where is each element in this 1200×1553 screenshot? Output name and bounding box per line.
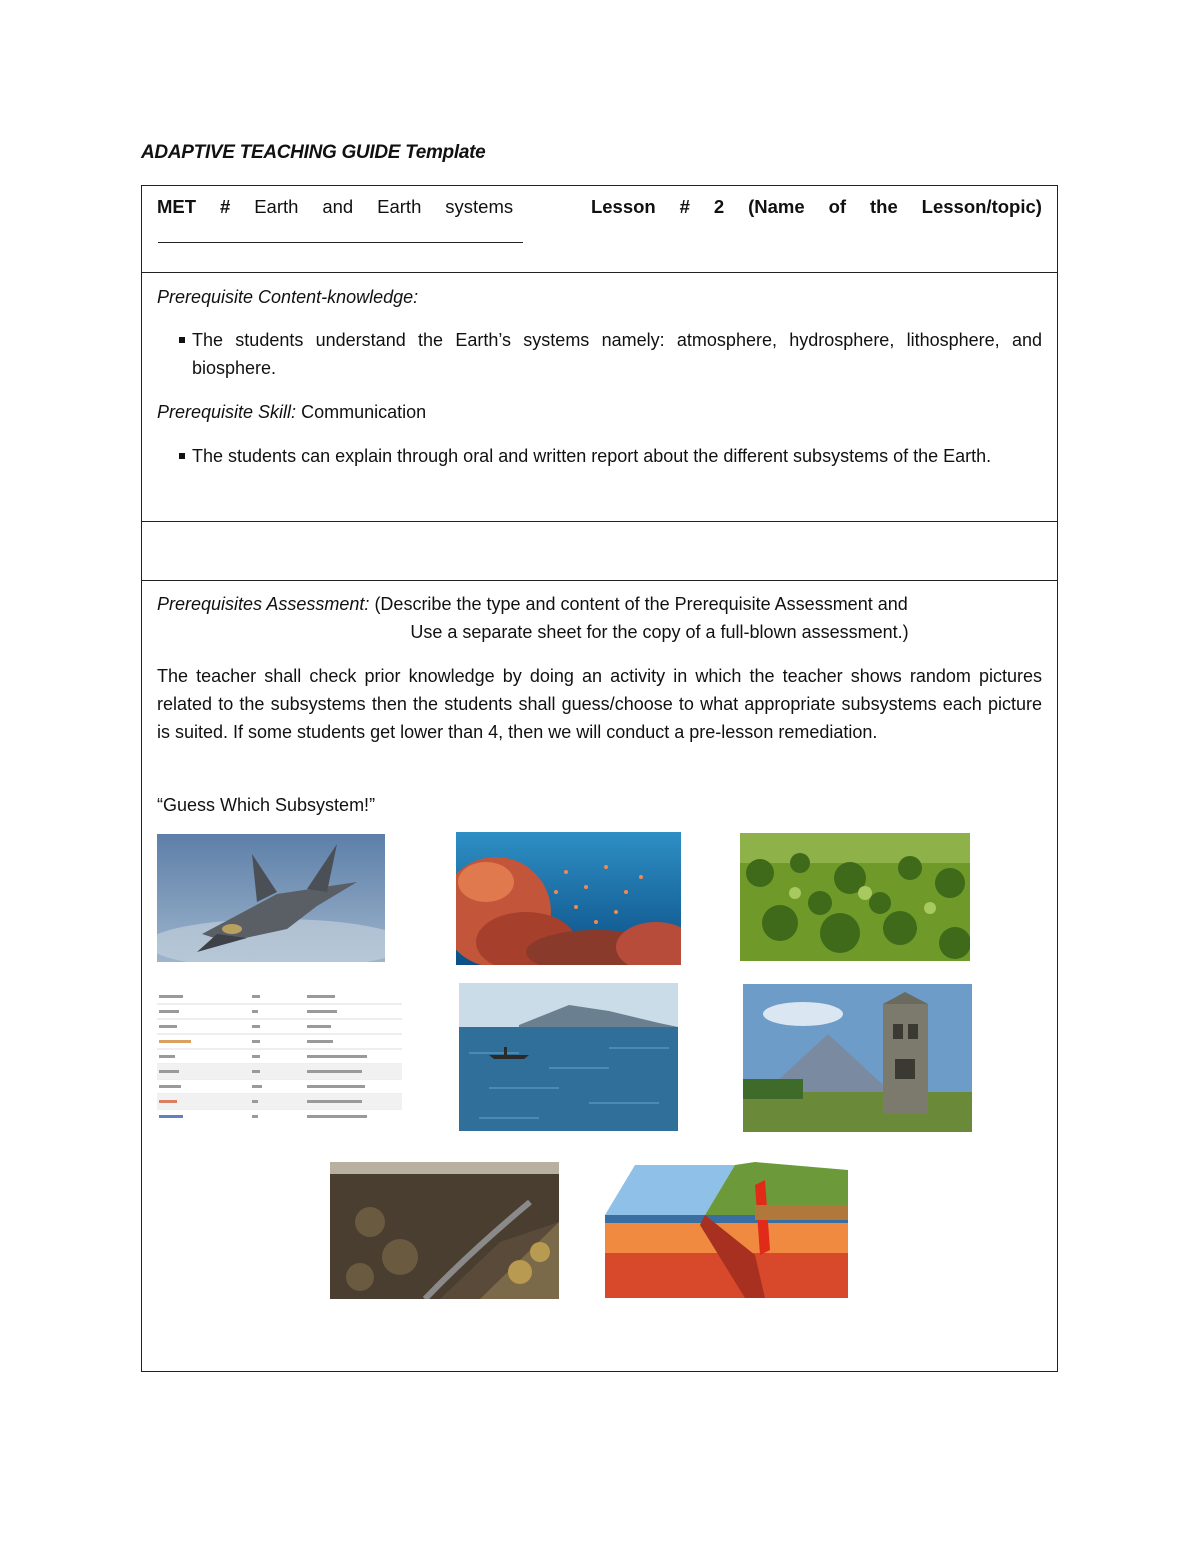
- assessment-label: Prerequisites Assessment:: [157, 594, 370, 614]
- met-word: MET: [157, 196, 197, 217]
- prereq-skill-bullet: The students can explain through oral and written report about the different subsystems of the Earth.: [192, 446, 992, 466]
- lesson-word: of: [828, 196, 847, 217]
- lesson-word: 2: [713, 196, 725, 217]
- met-word: #: [219, 196, 231, 217]
- rocky-canyon-image: [330, 1162, 559, 1299]
- met-lesson-line: [157, 196, 1042, 218]
- bullet-icon: [179, 453, 185, 459]
- prereq-content-bullet: The students understand the Earth’s systems namely: atmosphere, hydrosphere, lithosphere, and biosphere.: [192, 330, 1042, 378]
- element-table-image: [157, 990, 402, 1125]
- bullet-icon: [179, 337, 185, 343]
- met-lesson-row: [141, 185, 1058, 273]
- empty-row: [141, 521, 1058, 581]
- lesson-word: Lesson/topic): [921, 196, 1042, 217]
- blank-line: [158, 242, 523, 243]
- assessment-note-1: (Describe the type and content of the Prerequisite Assessment and: [374, 594, 908, 614]
- activity-title: “Guess Which Subsystem!”: [157, 795, 376, 815]
- lesson-word: Lesson: [590, 196, 656, 217]
- prerequisites-row: [141, 272, 1058, 522]
- prereq-skill-label: Prerequisite Skill:: [157, 402, 297, 422]
- green-forest-image: [740, 833, 970, 961]
- fighter-jet-image: [157, 834, 385, 962]
- assessment-header: [157, 590, 1042, 618]
- coral-reef-image: [456, 832, 681, 965]
- document-title: ADAPTIVE TEACHING GUIDE Template: [141, 142, 486, 163]
- lesson-word: #: [679, 196, 690, 217]
- met-word: Earth: [377, 196, 422, 217]
- assessment-note-2: Use a separate sheet for the copy of a full-blown assessment.): [410, 622, 909, 642]
- met-word: and: [322, 196, 354, 217]
- volcano-ruins-image: [743, 984, 972, 1132]
- subduction-diagram-image: [605, 1160, 848, 1298]
- assessment-row: [141, 580, 1058, 1372]
- lake-boat-image: [459, 983, 678, 1131]
- met-word: systems: [445, 196, 514, 217]
- lesson-word: the: [869, 196, 898, 217]
- prereq-content-label: Prerequisite Content-knowledge:: [157, 287, 419, 307]
- gap: [537, 196, 567, 218]
- met-word: Earth: [254, 196, 299, 217]
- prereq-skill-line: [157, 398, 1042, 426]
- assessment-body: The teacher shall check prior knowledge by doing an activity in which the teacher shows random pictures related to the subsystems then the students shall guess/choose to what appropriate subsystems each picture is suited. If some students get lower than 4, then we will conduct a pre-lesson remediation.: [157, 666, 1042, 742]
- lesson-word: (Name: [748, 196, 805, 217]
- prereq-skill-value: Communication: [301, 402, 427, 422]
